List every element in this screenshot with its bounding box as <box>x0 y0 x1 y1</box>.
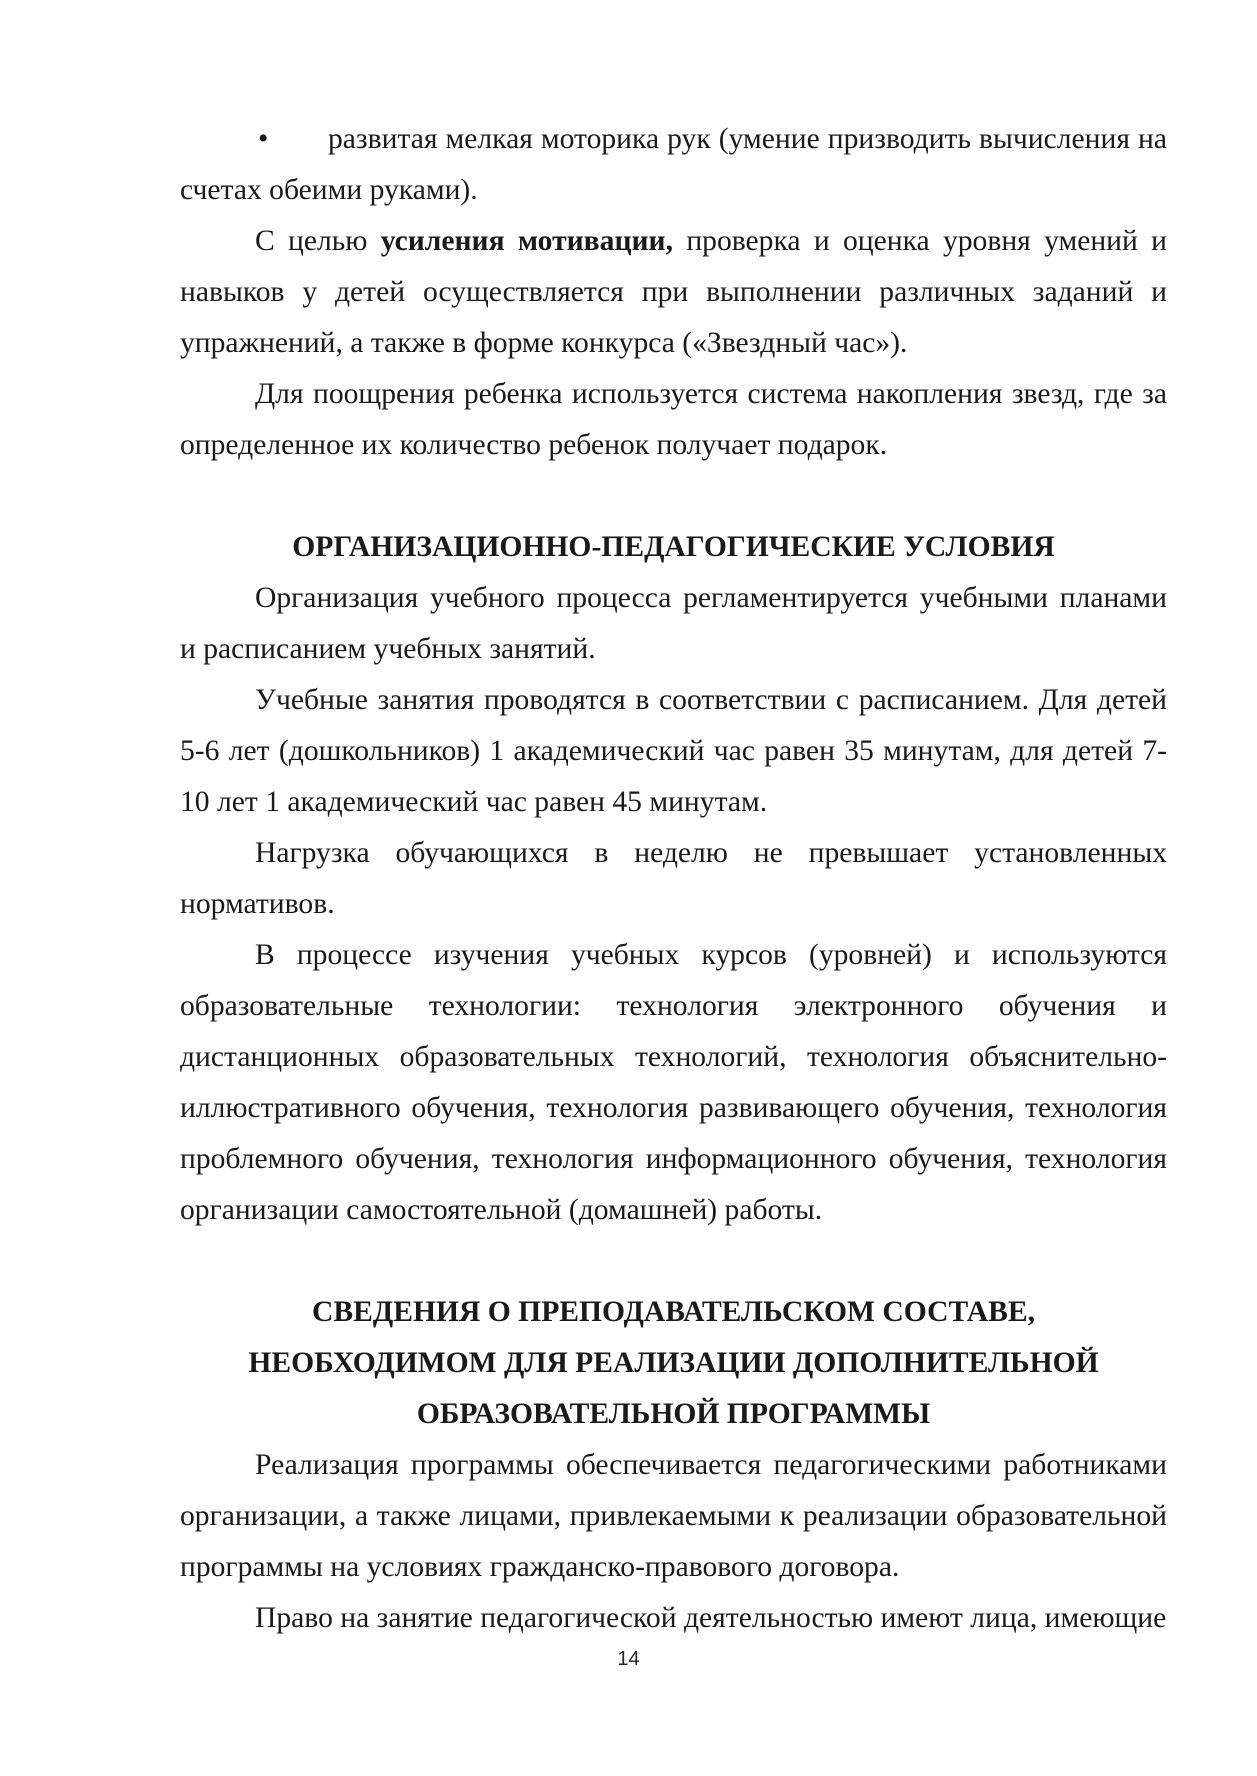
section-heading-staff: СВЕДЕНИЯ О ПРЕПОДАВАТЕЛЬСКОМ СОСТАВЕ, НЕОБХОДИМОМ ДЛЯ РЕАЛИЗАЦИИ ДОПОЛНИТЕЛЬНОЙ ОБРАЗОВАТЕЛЬНОЙ ПРОГРАММЫ <box>248 1296 1099 1430</box>
paragraph: Право на занятие педагогической деятельностью имеют лица, имеющие <box>255 1602 1167 1634</box>
paragraph: Нагрузка обучающихся в неделю не превышает установленных нормативов. <box>180 837 1167 920</box>
bullet-text: развитая мелкая моторика рук (умение призводить вычисления на счетах обеими руками). <box>180 123 1167 206</box>
page-number: 14 <box>617 1648 640 1670</box>
paragraph: В процессе изучения учебных курсов (уровней) и используются образовательные технологии: технология электронного обучения и дистанционных образовательных технологий, технология объяснительно-иллюстративного обучения, технология развивающего обучения, технология проблемного обучения, технология информационного обучения, технология организации самостоятельной (домашней) работы. <box>180 939 1167 1226</box>
bullet-list-item <box>180 114 1167 216</box>
section-heading-organization: ОРГАНИЗАЦИОННО-ПЕДАГОГИЧЕСКИЕ УСЛОВИЯ <box>292 531 1055 563</box>
paragraph-motivation: С целью усиления мотивации, проверка и оценка уровня умений и навыков у детей осуществляется при выполнении различных заданий и упражнений, а также в форме конкурса («Звездный час»). <box>180 225 1167 359</box>
paragraph-stars: Для поощрения ребенка используется система накопления звезд, где за определенное их количество ребенок получает подарок. <box>180 378 1167 461</box>
paragraph: Организация учебного процесса регламентируется учебными планами и расписанием учебных занятий. <box>180 582 1167 665</box>
bullet-icon: • <box>258 123 269 155</box>
document-page <box>180 114 1167 1644</box>
paragraph: Учебные занятия проводятся в соответствии с расписанием. Для детей 5-6 лет (дошкольников) 1 академический час равен 35 минутам, для детей 7-10 лет 1 академический час равен 45 минутам. <box>180 684 1167 818</box>
paragraph: Реализация программы обеспечивается педагогическими работниками организации, а также лицами, привлекаемыми к реализации образовательной программы на условиях гражданско-правового договора. <box>180 1449 1167 1583</box>
bold-phrase: усиления мотивации, <box>380 225 674 257</box>
